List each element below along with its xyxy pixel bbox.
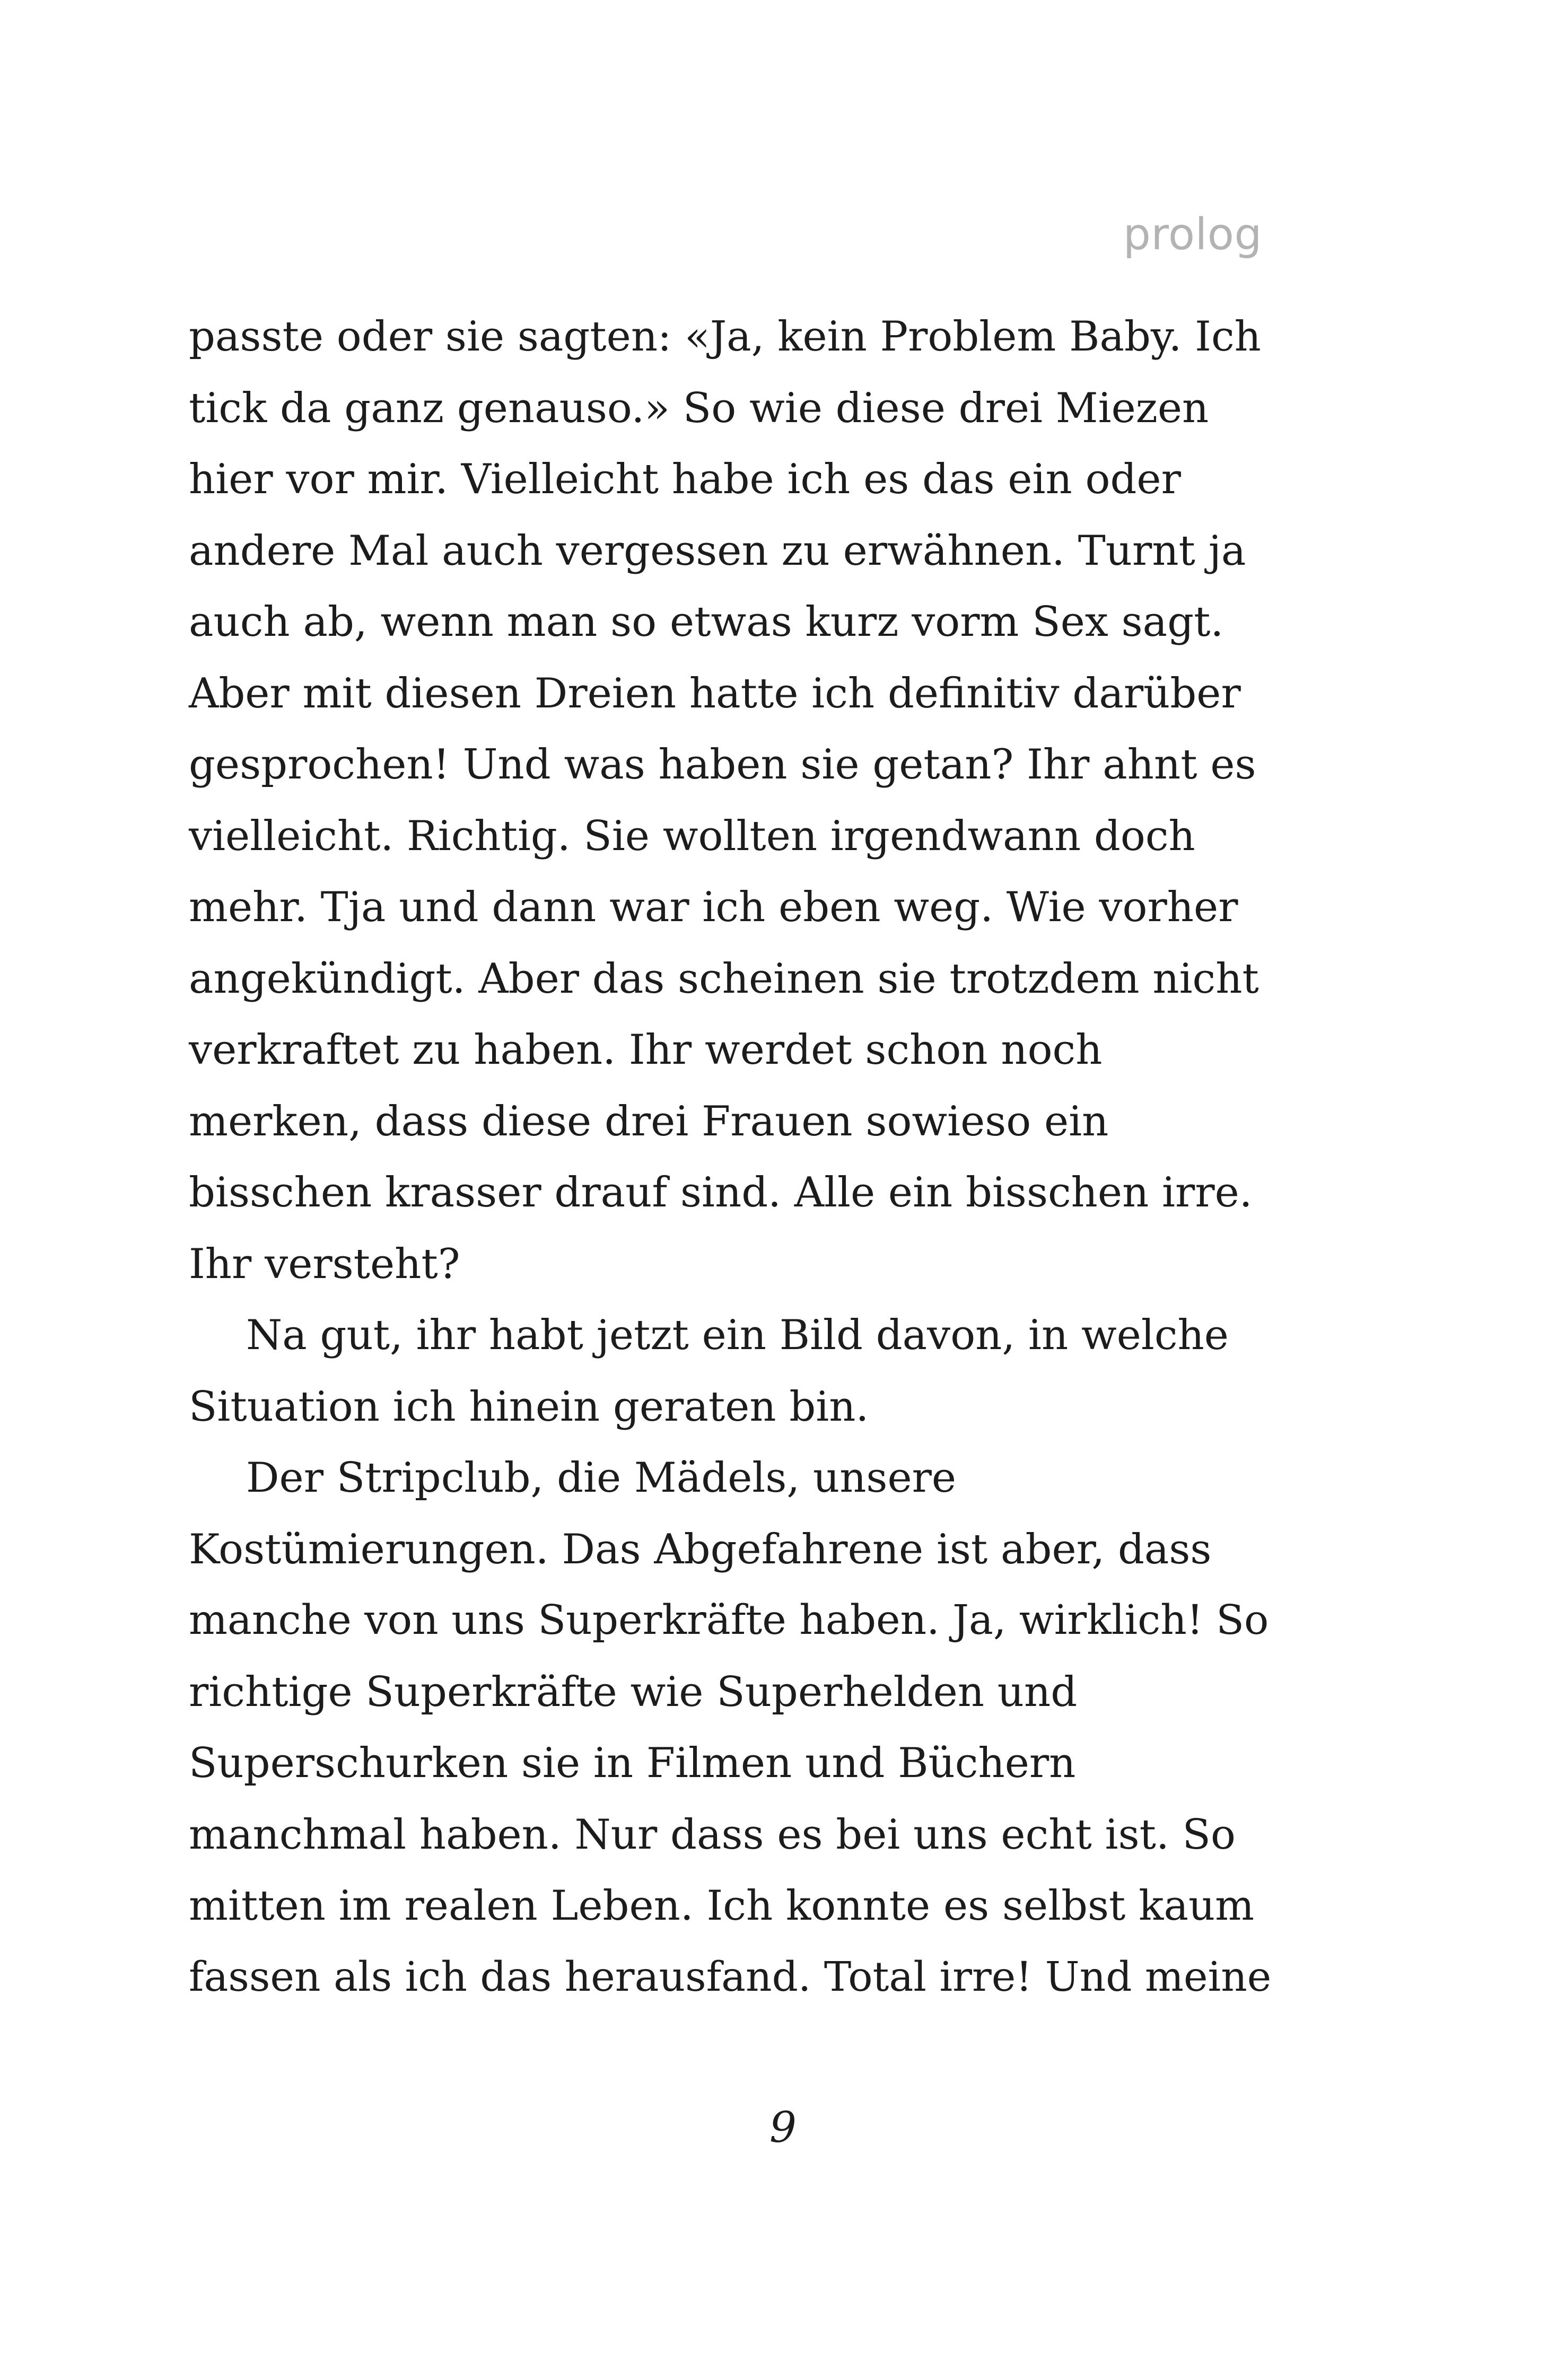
text-line: andere Mal auch vergessen zu erwähnen. Turnt ja <box>189 527 1246 575</box>
text-line: Aber mit diesen Dreien hatte ich definitiv darüber <box>189 669 1241 718</box>
text-line: Ihr versteht? <box>189 1240 460 1288</box>
text-line: vielleicht. Richtig. Sie wollten irgendwann doch <box>189 812 1195 860</box>
text-line: manche von uns Superkräfte haben. Ja, wirklich! So <box>189 1597 1269 1644</box>
page-number: 9 <box>769 2103 797 2152</box>
text-line: mitten im realen Leben. Ich konnte es selbst kaum <box>189 1882 1255 1930</box>
text-line: hier vor mir. Vielleicht habe ich es das ein oder <box>189 456 1181 503</box>
running-head: prolog <box>1123 209 1262 260</box>
text-line: Situation ich hinein geraten bin. <box>189 1382 869 1431</box>
text-line: tick da ganz genauso.» So wie diese drei Miezen <box>189 384 1209 432</box>
text-line: Kostümierungen. Das Abgefahrene ist aber, dass <box>189 1525 1212 1573</box>
text-line: richtige Superkräfte wie Superhelden und <box>189 1668 1078 1716</box>
body-text <box>189 301 1281 2013</box>
text-line: mehr. Tja und dann war ich eben weg. Wie vorher <box>189 883 1238 931</box>
text-line: angekündigt. Aber das scheinen sie trotzdem nicht <box>189 955 1259 1003</box>
text-line: gesprochen! Und was haben sie getan? Ihr ahnt es <box>189 741 1256 789</box>
text-line: auch ab, wenn man so etwas kurz vorm Sex sagt. <box>189 598 1224 646</box>
text-line: Superschurken sie in Filmen und Büchern <box>189 1739 1076 1787</box>
text-line: manchmal haben. Nur dass es bei uns echt ist. So <box>189 1810 1236 1859</box>
text-line: fassen als ich das herausfand. Total irre! Und meine <box>189 1953 1272 2001</box>
text-line: merken, dass diese drei Frauen sowieso ein <box>189 1097 1109 1145</box>
text-line: Der Stripclub, die Mädels, unsere <box>246 1454 957 1502</box>
text-line: bisschen krasser drauf sind. Alle ein bisschen irre. <box>189 1169 1253 1217</box>
text-line: verkraftet zu haben. Ihr werdet schon noch <box>189 1026 1103 1074</box>
text-line: Na gut, ihr habt jetzt ein Bild davon, in welche <box>246 1311 1229 1359</box>
text-line: passte oder sie sagten: «Ja, kein Problem Baby. Ich <box>189 313 1261 361</box>
